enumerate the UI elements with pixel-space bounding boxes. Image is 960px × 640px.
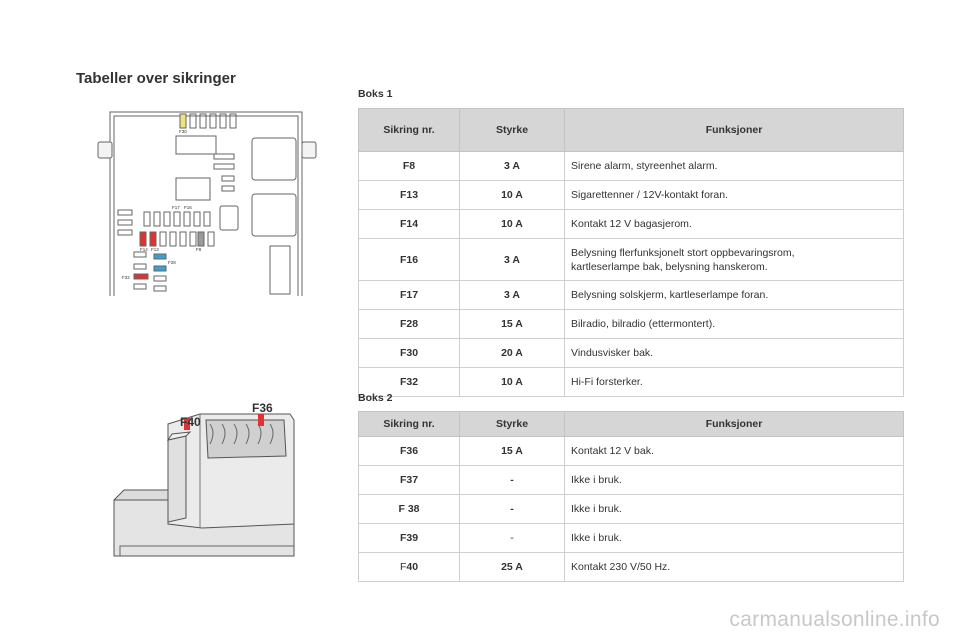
fuse-rating: 10 A	[460, 210, 565, 239]
label-f17: F17	[172, 205, 180, 210]
label-f28: F28	[168, 260, 176, 265]
fuse-function: Sigarettenner / 12V-kontakt foran.	[565, 181, 904, 210]
fuse-number: F37	[359, 466, 460, 495]
table-row	[359, 495, 904, 524]
table-row	[359, 181, 904, 210]
watermark: carmanualsonline.info	[729, 608, 940, 631]
fuse-function-line2: kartleserlampe bak, belysning hanskerom.	[571, 260, 768, 273]
fuse-function: Ikke i bruk.	[565, 466, 904, 495]
box2-header-row	[359, 412, 904, 437]
box1-table	[358, 108, 904, 397]
table-row	[359, 310, 904, 339]
fuse-number: F8	[359, 152, 460, 181]
fuse-number	[359, 553, 460, 582]
fuse-function: Kontakt 12 V bak.	[565, 437, 904, 466]
fuse-number: F28	[359, 310, 460, 339]
fuse-rating: 3 A	[460, 281, 565, 310]
fuse-rating: 20 A	[460, 339, 565, 368]
fuse-rating: 10 A	[460, 368, 565, 397]
box1-label: Boks 1	[358, 88, 393, 100]
fuse-rating: 25 A	[460, 553, 565, 582]
table-row	[359, 466, 904, 495]
table-row	[359, 152, 904, 181]
col-header-rating: Styrke	[460, 412, 565, 437]
table-row	[359, 437, 904, 466]
col-header-fuse: Sikring nr.	[359, 109, 460, 152]
fuse-function: Sirene alarm, styreenhet alarm.	[565, 152, 904, 181]
fuse-rating: 10 A	[460, 181, 565, 210]
table-row	[359, 524, 904, 553]
fuse-number: F16	[359, 239, 460, 281]
box1-header-row	[359, 109, 904, 152]
table-row	[359, 553, 904, 582]
fuse-function: Ikke i bruk.	[565, 495, 904, 524]
label-f36: F36	[252, 401, 273, 415]
table-row	[359, 239, 904, 281]
page-title: Tabeller over sikringer	[76, 70, 236, 87]
fuse-num: 40	[406, 561, 419, 573]
label-f14: F14	[140, 247, 148, 252]
fuse-number: F30	[359, 339, 460, 368]
col-header-function: Funksjoner	[565, 109, 904, 152]
fuse-function-line1: Belysning flerfunksjonelt stort oppbevaringsrom,	[571, 246, 795, 259]
fuse-rating: 15 A	[460, 310, 565, 339]
fuse-number: F32	[359, 368, 460, 397]
label-f8: F8	[196, 247, 202, 252]
fuse-rating: -	[460, 495, 565, 524]
label-f30: F30	[179, 129, 187, 134]
f36-marker	[258, 414, 264, 426]
fuse-function	[565, 239, 904, 281]
fuse-box-2-diagram	[110, 396, 300, 570]
fuse-function: Belysning solskjerm, kartleserlampe foran.	[565, 281, 904, 310]
fuse-number: F39	[359, 524, 460, 553]
fuse-number: F36	[359, 437, 460, 466]
box2-table	[358, 411, 904, 582]
label-f32: F32	[122, 275, 130, 280]
fuse-rating: 3 A	[460, 152, 565, 181]
fuse-rating: 3 A	[460, 239, 565, 281]
table-row	[359, 281, 904, 310]
fuse-rating: 15 A	[460, 437, 565, 466]
table-row	[359, 210, 904, 239]
col-header-function: Funksjoner	[565, 412, 904, 437]
fuse-number: F 38	[359, 495, 460, 524]
fuse-rating: -	[460, 466, 565, 495]
table-row	[359, 339, 904, 368]
fuse-function: Hi-Fi forsterker.	[565, 368, 904, 397]
fuse-function: Kontakt 230 V/50 Hz.	[565, 553, 904, 582]
label-f13: F13	[151, 247, 159, 252]
fuse-function: Kontakt 12 V bagasjerom.	[565, 210, 904, 239]
fuse-number: F14	[359, 210, 460, 239]
fuse-number: F17	[359, 281, 460, 310]
fuse-function: Vindusvisker bak.	[565, 339, 904, 368]
fuse-function: Bilradio, bilradio (ettermontert).	[565, 310, 904, 339]
label-f40: F40	[180, 415, 201, 429]
label-f16: F16	[184, 205, 192, 210]
fuse-rating: -	[460, 524, 565, 553]
fuse-function: Ikke i bruk.	[565, 524, 904, 553]
col-header-rating: Styrke	[460, 109, 565, 152]
fuse-prefix: F	[399, 561, 407, 573]
fuse-box-1-diagram	[96, 104, 318, 296]
col-header-fuse: Sikring nr.	[359, 412, 460, 437]
box2-label: Boks 2	[358, 392, 393, 404]
table-row	[359, 368, 904, 397]
fuse-number: F13	[359, 181, 460, 210]
